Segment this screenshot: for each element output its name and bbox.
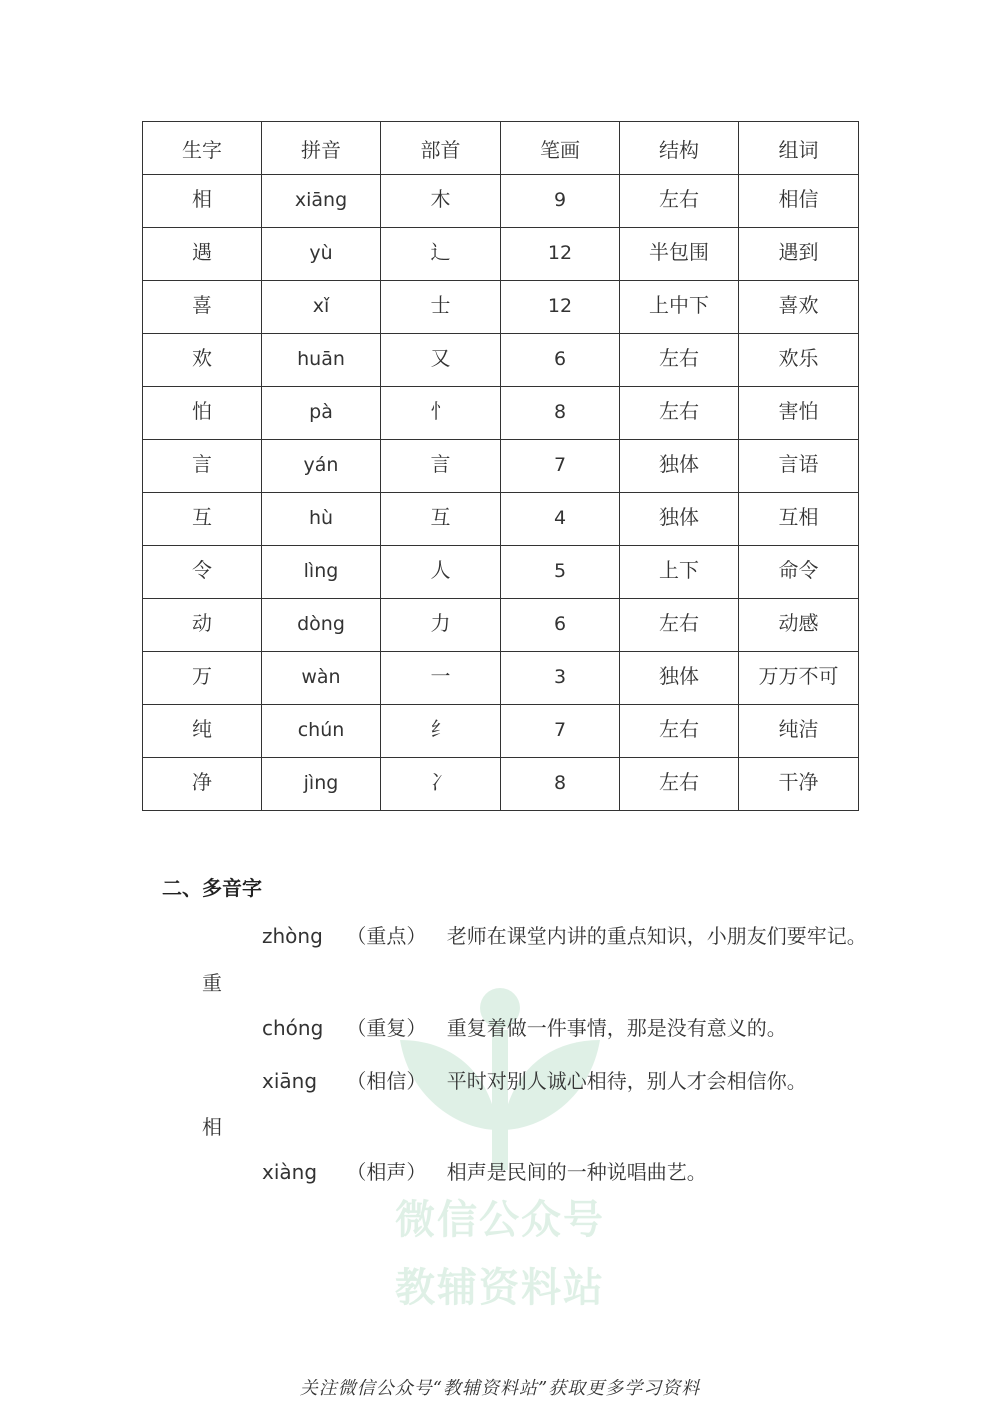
- radical-cell: 互: [381, 493, 501, 546]
- word-cell: 欢乐: [739, 334, 859, 387]
- header-cell: 结构: [620, 122, 739, 175]
- polyphone-char: 重: [202, 971, 222, 995]
- header-cell: 笔画: [501, 122, 620, 175]
- radical-cell: 言: [381, 440, 501, 493]
- pinyin-cell: chún: [262, 705, 381, 758]
- table-body: [143, 175, 859, 811]
- table-row: [143, 281, 859, 334]
- structure-cell: 独体: [620, 440, 739, 493]
- radical-cell: 冫: [381, 758, 501, 811]
- example-sentence: 平时对别人诚心相待，别人才会相信你。: [446, 1069, 807, 1093]
- char-cell: 相: [143, 175, 262, 228]
- example-sentence: 老师在课堂内讲的重点知识，小朋友们要牢记。: [446, 924, 867, 948]
- table-row: [143, 546, 859, 599]
- structure-cell: 左右: [620, 705, 739, 758]
- strokes-cell: 9: [501, 175, 620, 228]
- pinyin-cell: huān: [262, 334, 381, 387]
- table-row: [143, 758, 859, 811]
- structure-cell: 左右: [620, 387, 739, 440]
- example-word: （重点）: [346, 924, 427, 948]
- radical-cell: 木: [381, 175, 501, 228]
- radical-cell: 力: [381, 599, 501, 652]
- radical-cell: 纟: [381, 705, 501, 758]
- pinyin: chóng: [262, 1016, 324, 1040]
- char-cell: 万: [143, 652, 262, 705]
- example-sentence: 相声是民间的一种说唱曲艺。: [446, 1160, 707, 1184]
- watermark-text-line1: 微信公众号: [395, 1197, 605, 1243]
- char-cell: 遇: [143, 228, 262, 281]
- char-cell: 怕: [143, 387, 262, 440]
- char-cell: 令: [143, 546, 262, 599]
- strokes-cell: 8: [501, 387, 620, 440]
- strokes-cell: 5: [501, 546, 620, 599]
- strokes-cell: 7: [501, 440, 620, 493]
- radical-cell: 忄: [381, 387, 501, 440]
- char-cell: 互: [143, 493, 262, 546]
- header-cell: 部首: [381, 122, 501, 175]
- strokes-cell: 4: [501, 493, 620, 546]
- char-cell: 欢: [143, 334, 262, 387]
- example-sentence: 重复着做一件事情，那是没有意义的。: [446, 1016, 787, 1040]
- polyphone-line: [262, 920, 867, 949]
- char-cell: 净: [143, 758, 262, 811]
- table-row: [143, 175, 859, 228]
- strokes-cell: 6: [501, 599, 620, 652]
- word-cell: 动感: [739, 599, 859, 652]
- pinyin-cell: pà: [262, 387, 381, 440]
- radical-cell: 士: [381, 281, 501, 334]
- polyphone-line: [262, 1012, 787, 1041]
- table-row: [143, 440, 859, 493]
- structure-cell: 上下: [620, 546, 739, 599]
- structure-cell: 左右: [620, 758, 739, 811]
- table-row: [143, 228, 859, 281]
- pinyin-cell: xiāng: [262, 175, 381, 228]
- example-word: （重复）: [346, 1016, 427, 1040]
- char-cell: 动: [143, 599, 262, 652]
- word-cell: 命令: [739, 546, 859, 599]
- header-cell: 生字: [143, 122, 262, 175]
- watermark-text-line2: 教辅资料站: [395, 1265, 605, 1311]
- word-cell: 言语: [739, 440, 859, 493]
- structure-cell: 上中下: [620, 281, 739, 334]
- char-cell: 纯: [143, 705, 262, 758]
- polyphone-line: [262, 1065, 807, 1094]
- pinyin-cell: yán: [262, 440, 381, 493]
- word-cell: 万万不可: [739, 652, 859, 705]
- word-cell: 互相: [739, 493, 859, 546]
- word-cell: 纯洁: [739, 705, 859, 758]
- pinyin-cell: lìng: [262, 546, 381, 599]
- strokes-cell: 8: [501, 758, 620, 811]
- word-cell: 遇到: [739, 228, 859, 281]
- structure-cell: 左右: [620, 599, 739, 652]
- radical-cell: 人: [381, 546, 501, 599]
- pinyin-cell: hù: [262, 493, 381, 546]
- word-cell: 喜欢: [739, 281, 859, 334]
- strokes-cell: 6: [501, 334, 620, 387]
- strokes-cell: 7: [501, 705, 620, 758]
- word-cell: 干净: [739, 758, 859, 811]
- pinyin-cell: jìng: [262, 758, 381, 811]
- strokes-cell: 12: [501, 228, 620, 281]
- char-cell: 言: [143, 440, 262, 493]
- structure-cell: 独体: [620, 652, 739, 705]
- pinyin-cell: wàn: [262, 652, 381, 705]
- pinyin: zhòng: [262, 924, 323, 948]
- char-cell: 喜: [143, 281, 262, 334]
- table-row: [143, 493, 859, 546]
- table-row: [143, 599, 859, 652]
- table-row: [143, 652, 859, 705]
- structure-cell: 独体: [620, 493, 739, 546]
- structure-cell: 左右: [620, 175, 739, 228]
- table-header-row: [143, 122, 859, 175]
- pinyin-cell: dòng: [262, 599, 381, 652]
- word-cell: 害怕: [739, 387, 859, 440]
- section-title: 二、多音字: [162, 876, 262, 900]
- polyphone-char: 相: [202, 1115, 222, 1139]
- radical-cell: 辶: [381, 228, 501, 281]
- structure-cell: 半包围: [620, 228, 739, 281]
- character-table: [142, 121, 859, 811]
- radical-cell: 一: [381, 652, 501, 705]
- table-row: [143, 334, 859, 387]
- structure-cell: 左右: [620, 334, 739, 387]
- polyphone-line: [262, 1156, 707, 1185]
- strokes-cell: 12: [501, 281, 620, 334]
- example-word: （相声）: [346, 1160, 427, 1184]
- table-row: [143, 387, 859, 440]
- pinyin-cell: yù: [262, 228, 381, 281]
- pinyin-cell: xǐ: [262, 281, 381, 334]
- strokes-cell: 3: [501, 652, 620, 705]
- pinyin: xiàng: [262, 1160, 318, 1184]
- footer-note: 关注微信公众号“教辅资料站”获取更多学习资料: [299, 1378, 701, 1399]
- table-row: [143, 705, 859, 758]
- header-cell: 拼音: [262, 122, 381, 175]
- example-word: （相信）: [346, 1069, 427, 1093]
- pinyin: xiāng: [262, 1069, 318, 1093]
- radical-cell: 又: [381, 334, 501, 387]
- word-cell: 相信: [739, 175, 859, 228]
- header-cell: 组词: [739, 122, 859, 175]
